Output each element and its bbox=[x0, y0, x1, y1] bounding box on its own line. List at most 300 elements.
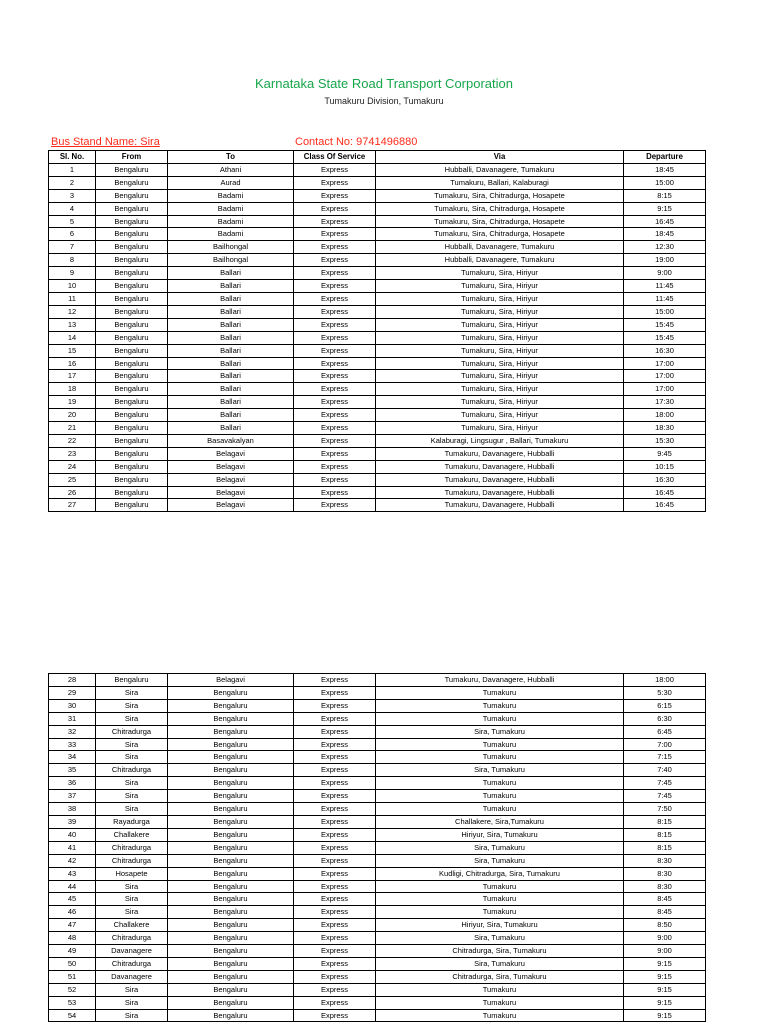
cell-departure: 15:45 bbox=[624, 318, 706, 331]
cell-to: Bengaluru bbox=[168, 919, 294, 932]
cell-to: Bengaluru bbox=[168, 841, 294, 854]
cell-class: Express bbox=[294, 738, 376, 751]
cell-from: Bengaluru bbox=[96, 305, 168, 318]
cell-departure: 6:45 bbox=[624, 725, 706, 738]
cell-via: Tumakuru, Sira, Hiriyur bbox=[376, 344, 624, 357]
table-row bbox=[49, 945, 706, 958]
table-row bbox=[49, 176, 706, 189]
cell-to: Bengaluru bbox=[168, 893, 294, 906]
cell-sl-no: 29 bbox=[49, 686, 96, 699]
cell-to: Ballari bbox=[168, 422, 294, 435]
cell-via: Kalaburagi, Lingsugur , Ballari, Tumakuru bbox=[376, 434, 624, 447]
cell-sl-no: 50 bbox=[49, 957, 96, 970]
cell-from: Chitradurga bbox=[96, 841, 168, 854]
cell-from: Bengaluru bbox=[96, 409, 168, 422]
cell-to: Bengaluru bbox=[168, 1009, 294, 1022]
cell-sl-no: 31 bbox=[49, 712, 96, 725]
cell-from: Chitradurga bbox=[96, 764, 168, 777]
cell-class: Express bbox=[294, 828, 376, 841]
cell-via: Sira, Tumakuru bbox=[376, 725, 624, 738]
cell-to: Belagavi bbox=[168, 486, 294, 499]
schedule-table-1 bbox=[48, 150, 706, 512]
cell-to: Bengaluru bbox=[168, 932, 294, 945]
cell-class: Express bbox=[294, 370, 376, 383]
cell-sl-no: 14 bbox=[49, 331, 96, 344]
cell-departure: 9:00 bbox=[624, 932, 706, 945]
cell-from: Bengaluru bbox=[96, 176, 168, 189]
cell-class: Express bbox=[294, 228, 376, 241]
cell-sl-no: 5 bbox=[49, 215, 96, 228]
cell-sl-no: 52 bbox=[49, 983, 96, 996]
cell-departure: 9:15 bbox=[624, 202, 706, 215]
cell-class: Express bbox=[294, 880, 376, 893]
table-row bbox=[49, 396, 706, 409]
cell-departure: 8:50 bbox=[624, 919, 706, 932]
cell-departure: 9:00 bbox=[624, 267, 706, 280]
cell-via: Sira, Tumakuru bbox=[376, 932, 624, 945]
table-row bbox=[49, 202, 706, 215]
cell-class: Express bbox=[294, 280, 376, 293]
cell-to: Belagavi bbox=[168, 674, 294, 687]
cell-sl-no: 8 bbox=[49, 254, 96, 267]
cell-from: Sira bbox=[96, 790, 168, 803]
col-header-departure: Departure bbox=[624, 151, 706, 164]
cell-to: Badami bbox=[168, 215, 294, 228]
cell-class: Express bbox=[294, 189, 376, 202]
cell-to: Ballari bbox=[168, 396, 294, 409]
cell-from: Sira bbox=[96, 712, 168, 725]
cell-class: Express bbox=[294, 434, 376, 447]
cell-class: Express bbox=[294, 854, 376, 867]
cell-departure: 9:15 bbox=[624, 996, 706, 1009]
cell-via: Tumakuru, Sira, Hiriyur bbox=[376, 318, 624, 331]
cell-to: Bengaluru bbox=[168, 945, 294, 958]
cell-from: Bengaluru bbox=[96, 460, 168, 473]
cell-from: Bengaluru bbox=[96, 357, 168, 370]
cell-sl-no: 36 bbox=[49, 777, 96, 790]
cell-sl-no: 25 bbox=[49, 473, 96, 486]
cell-to: Bengaluru bbox=[168, 712, 294, 725]
cell-from: Sira bbox=[96, 803, 168, 816]
cell-sl-no: 12 bbox=[49, 305, 96, 318]
cell-to: Bengaluru bbox=[168, 880, 294, 893]
cell-via: Tumakuru, Sira, Chitradurga, Hosapete bbox=[376, 215, 624, 228]
table-row bbox=[49, 383, 706, 396]
cell-from: Davanagere bbox=[96, 970, 168, 983]
cell-to: Badami bbox=[168, 202, 294, 215]
cell-departure: 16:30 bbox=[624, 473, 706, 486]
cell-departure: 16:45 bbox=[624, 215, 706, 228]
cell-class: Express bbox=[294, 803, 376, 816]
cell-class: Express bbox=[294, 305, 376, 318]
cell-class: Express bbox=[294, 163, 376, 176]
cell-to: Ballari bbox=[168, 370, 294, 383]
cell-departure: 9:15 bbox=[624, 983, 706, 996]
cell-from: Bengaluru bbox=[96, 241, 168, 254]
cell-sl-no: 43 bbox=[49, 867, 96, 880]
cell-from: Hosapete bbox=[96, 867, 168, 880]
col-header-via: Via bbox=[376, 151, 624, 164]
table-row bbox=[49, 280, 706, 293]
cell-class: Express bbox=[294, 699, 376, 712]
cell-via: Tumakuru, Sira, Hiriyur bbox=[376, 267, 624, 280]
cell-sl-no: 40 bbox=[49, 828, 96, 841]
cell-class: Express bbox=[294, 447, 376, 460]
cell-from: Bengaluru bbox=[96, 473, 168, 486]
cell-via: Tumakuru bbox=[376, 803, 624, 816]
cell-via: Tumakuru bbox=[376, 790, 624, 803]
cell-sl-no: 19 bbox=[49, 396, 96, 409]
cell-via: Tumakuru bbox=[376, 880, 624, 893]
table-row bbox=[49, 473, 706, 486]
cell-via: Tumakuru, Ballari, Kalaburagi bbox=[376, 176, 624, 189]
table-row bbox=[49, 422, 706, 435]
cell-via: Tumakuru bbox=[376, 751, 624, 764]
cell-to: Bengaluru bbox=[168, 996, 294, 1009]
cell-class: Express bbox=[294, 292, 376, 305]
cell-to: Badami bbox=[168, 189, 294, 202]
cell-departure: 18:30 bbox=[624, 422, 706, 435]
cell-departure: 7:45 bbox=[624, 790, 706, 803]
cell-sl-no: 24 bbox=[49, 460, 96, 473]
cell-departure: 9:15 bbox=[624, 957, 706, 970]
table-row bbox=[49, 486, 706, 499]
cell-class: Express bbox=[294, 1009, 376, 1022]
cell-sl-no: 48 bbox=[49, 932, 96, 945]
cell-via: Tumakuru, Sira, Hiriyur bbox=[376, 370, 624, 383]
division-subtitle: Tumakuru Division, Tumakuru bbox=[324, 96, 444, 106]
cell-from: Bengaluru bbox=[96, 267, 168, 280]
table-row bbox=[49, 854, 706, 867]
cell-to: Ballari bbox=[168, 331, 294, 344]
cell-departure: 12:30 bbox=[624, 241, 706, 254]
cell-from: Bengaluru bbox=[96, 189, 168, 202]
cell-class: Express bbox=[294, 331, 376, 344]
cell-class: Express bbox=[294, 957, 376, 970]
cell-from: Challakere bbox=[96, 919, 168, 932]
cell-sl-no: 6 bbox=[49, 228, 96, 241]
cell-sl-no: 47 bbox=[49, 919, 96, 932]
cell-class: Express bbox=[294, 460, 376, 473]
table-row bbox=[49, 447, 706, 460]
cell-class: Express bbox=[294, 344, 376, 357]
table-row bbox=[49, 919, 706, 932]
table-row bbox=[49, 434, 706, 447]
cell-via: Tumakuru bbox=[376, 893, 624, 906]
cell-class: Express bbox=[294, 686, 376, 699]
cell-via: Tumakuru, Davanagere, Hubballi bbox=[376, 460, 624, 473]
cell-class: Express bbox=[294, 383, 376, 396]
cell-to: Ballari bbox=[168, 344, 294, 357]
cell-from: Bengaluru bbox=[96, 215, 168, 228]
cell-to: Ballari bbox=[168, 383, 294, 396]
col-header-to: To bbox=[168, 151, 294, 164]
cell-class: Express bbox=[294, 202, 376, 215]
contact-number: Contact No: 9741496880 bbox=[295, 136, 418, 148]
cell-departure: 7:40 bbox=[624, 764, 706, 777]
cell-departure: 16:30 bbox=[624, 344, 706, 357]
table-row bbox=[49, 460, 706, 473]
cell-departure: 11:45 bbox=[624, 292, 706, 305]
table-row bbox=[49, 357, 706, 370]
cell-to: Ballari bbox=[168, 318, 294, 331]
table-row bbox=[49, 228, 706, 241]
cell-to: Bengaluru bbox=[168, 983, 294, 996]
cell-via: Hubballi, Davanagere, Tumakuru bbox=[376, 163, 624, 176]
cell-class: Express bbox=[294, 932, 376, 945]
cell-class: Express bbox=[294, 777, 376, 790]
cell-sl-no: 46 bbox=[49, 906, 96, 919]
cell-departure: 6:15 bbox=[624, 699, 706, 712]
cell-to: Bengaluru bbox=[168, 815, 294, 828]
cell-from: Bengaluru bbox=[96, 434, 168, 447]
cell-sl-no: 4 bbox=[49, 202, 96, 215]
cell-class: Express bbox=[294, 499, 376, 512]
table-row bbox=[49, 738, 706, 751]
cell-sl-no: 45 bbox=[49, 893, 96, 906]
cell-to: Athani bbox=[168, 163, 294, 176]
cell-from: Bengaluru bbox=[96, 318, 168, 331]
table-row bbox=[49, 906, 706, 919]
cell-sl-no: 34 bbox=[49, 751, 96, 764]
table-row bbox=[49, 777, 706, 790]
cell-to: Bengaluru bbox=[168, 699, 294, 712]
cell-sl-no: 32 bbox=[49, 725, 96, 738]
col-header-class: Class Of Service bbox=[294, 151, 376, 164]
cell-from: Chitradurga bbox=[96, 957, 168, 970]
cell-via: Tumakuru bbox=[376, 712, 624, 725]
cell-via: Sira, Tumakuru bbox=[376, 841, 624, 854]
cell-to: Ballari bbox=[168, 267, 294, 280]
table-row bbox=[49, 370, 706, 383]
cell-to: Belagavi bbox=[168, 460, 294, 473]
table-row bbox=[49, 292, 706, 305]
table-row bbox=[49, 841, 706, 854]
cell-departure: 15:00 bbox=[624, 305, 706, 318]
cell-sl-no: 10 bbox=[49, 280, 96, 293]
cell-from: Sira bbox=[96, 880, 168, 893]
table-row bbox=[49, 751, 706, 764]
cell-sl-no: 2 bbox=[49, 176, 96, 189]
cell-via: Challakere, Sira,Tumakuru bbox=[376, 815, 624, 828]
cell-departure: 9:15 bbox=[624, 970, 706, 983]
cell-to: Bengaluru bbox=[168, 803, 294, 816]
cell-departure: 15:30 bbox=[624, 434, 706, 447]
cell-via: Sira, Tumakuru bbox=[376, 854, 624, 867]
cell-class: Express bbox=[294, 712, 376, 725]
cell-to: Bailhongal bbox=[168, 241, 294, 254]
cell-from: Bengaluru bbox=[96, 370, 168, 383]
cell-class: Express bbox=[294, 906, 376, 919]
cell-sl-no: 23 bbox=[49, 447, 96, 460]
cell-via: Tumakuru, Sira, Hiriyur bbox=[376, 409, 624, 422]
cell-from: Chitradurga bbox=[96, 854, 168, 867]
cell-departure: 7:15 bbox=[624, 751, 706, 764]
cell-via: Chitradurga, Sira, Tumakuru bbox=[376, 945, 624, 958]
cell-from: Davanagere bbox=[96, 945, 168, 958]
cell-departure: 9:45 bbox=[624, 447, 706, 460]
table-row bbox=[49, 996, 706, 1009]
cell-via: Tumakuru, Sira, Hiriyur bbox=[376, 280, 624, 293]
cell-from: Bengaluru bbox=[96, 292, 168, 305]
cell-class: Express bbox=[294, 983, 376, 996]
cell-departure: 7:50 bbox=[624, 803, 706, 816]
cell-class: Express bbox=[294, 241, 376, 254]
cell-class: Express bbox=[294, 422, 376, 435]
table-row bbox=[49, 893, 706, 906]
cell-via: Tumakuru, Sira, Hiriyur bbox=[376, 422, 624, 435]
table-row bbox=[49, 241, 706, 254]
cell-from: Bengaluru bbox=[96, 422, 168, 435]
table-row bbox=[49, 254, 706, 267]
cell-to: Bengaluru bbox=[168, 970, 294, 983]
cell-sl-no: 11 bbox=[49, 292, 96, 305]
cell-departure: 8:45 bbox=[624, 906, 706, 919]
cell-via: Tumakuru, Sira, Hiriyur bbox=[376, 305, 624, 318]
cell-to: Bengaluru bbox=[168, 777, 294, 790]
cell-from: Bengaluru bbox=[96, 163, 168, 176]
cell-via: Tumakuru, Sira, Hiriyur bbox=[376, 357, 624, 370]
cell-via: Tumakuru, Davanagere, Hubballi bbox=[376, 473, 624, 486]
cell-sl-no: 49 bbox=[49, 945, 96, 958]
cell-sl-no: 28 bbox=[49, 674, 96, 687]
cell-from: Sira bbox=[96, 906, 168, 919]
cell-departure: 9:15 bbox=[624, 1009, 706, 1022]
cell-to: Bengaluru bbox=[168, 738, 294, 751]
cell-via: Hubballi, Davanagere, Tumakuru bbox=[376, 241, 624, 254]
cell-via: Tumakuru bbox=[376, 906, 624, 919]
cell-departure: 8:15 bbox=[624, 841, 706, 854]
cell-via: Tumakuru, Sira, Hiriyur bbox=[376, 383, 624, 396]
cell-class: Express bbox=[294, 764, 376, 777]
cell-via: Tumakuru, Sira, Hiriyur bbox=[376, 396, 624, 409]
cell-departure: 8:30 bbox=[624, 854, 706, 867]
cell-to: Ballari bbox=[168, 292, 294, 305]
cell-from: Sira bbox=[96, 1009, 168, 1022]
cell-to: Basavakalyan bbox=[168, 434, 294, 447]
cell-class: Express bbox=[294, 473, 376, 486]
cell-class: Express bbox=[294, 674, 376, 687]
table-row bbox=[49, 828, 706, 841]
cell-via: Tumakuru bbox=[376, 686, 624, 699]
cell-to: Aurad bbox=[168, 176, 294, 189]
cell-via: Tumakuru bbox=[376, 738, 624, 751]
table-row bbox=[49, 932, 706, 945]
cell-sl-no: 9 bbox=[49, 267, 96, 280]
cell-via: Tumakuru, Davanagere, Hubballi bbox=[376, 447, 624, 460]
cell-from: Sira bbox=[96, 751, 168, 764]
cell-sl-no: 21 bbox=[49, 422, 96, 435]
cell-to: Bengaluru bbox=[168, 686, 294, 699]
cell-departure: 19:00 bbox=[624, 254, 706, 267]
cell-departure: 8:45 bbox=[624, 893, 706, 906]
cell-from: Bengaluru bbox=[96, 202, 168, 215]
cell-class: Express bbox=[294, 815, 376, 828]
cell-via: Hiriyur, Sira, Tumakuru bbox=[376, 919, 624, 932]
cell-departure: 15:00 bbox=[624, 176, 706, 189]
cell-via: Tumakuru, Sira, Chitradurga, Hosapete bbox=[376, 228, 624, 241]
table-row bbox=[49, 267, 706, 280]
cell-via: Tumakuru bbox=[376, 983, 624, 996]
cell-departure: 17:30 bbox=[624, 396, 706, 409]
cell-departure: 18:45 bbox=[624, 228, 706, 241]
cell-via: Chitradurga, Sira, Tumakuru bbox=[376, 970, 624, 983]
cell-from: Sira bbox=[96, 777, 168, 790]
cell-to: Badami bbox=[168, 228, 294, 241]
cell-from: Bengaluru bbox=[96, 331, 168, 344]
cell-sl-no: 51 bbox=[49, 970, 96, 983]
cell-class: Express bbox=[294, 215, 376, 228]
cell-class: Express bbox=[294, 996, 376, 1009]
cell-via: Hiriyur, Sira, Tumakuru bbox=[376, 828, 624, 841]
cell-departure: 8:15 bbox=[624, 189, 706, 202]
cell-via: Tumakuru, Sira, Hiriyur bbox=[376, 331, 624, 344]
table-row bbox=[49, 331, 706, 344]
table-row bbox=[49, 867, 706, 880]
cell-departure: 17:00 bbox=[624, 370, 706, 383]
cell-departure: 8:15 bbox=[624, 815, 706, 828]
cell-departure: 16:45 bbox=[624, 499, 706, 512]
cell-to: Bengaluru bbox=[168, 957, 294, 970]
cell-class: Express bbox=[294, 486, 376, 499]
cell-via: Hubballi, Davanagere, Tumakuru bbox=[376, 254, 624, 267]
cell-departure: 18:00 bbox=[624, 409, 706, 422]
table-row bbox=[49, 712, 706, 725]
col-header-sl-no: Sl. No. bbox=[49, 151, 96, 164]
cell-from: Bengaluru bbox=[96, 228, 168, 241]
cell-to: Belagavi bbox=[168, 499, 294, 512]
cell-via: Tumakuru bbox=[376, 1009, 624, 1022]
cell-sl-no: 20 bbox=[49, 409, 96, 422]
cell-class: Express bbox=[294, 409, 376, 422]
cell-class: Express bbox=[294, 751, 376, 764]
table-row bbox=[49, 957, 706, 970]
cell-sl-no: 37 bbox=[49, 790, 96, 803]
cell-via: Tumakuru bbox=[376, 699, 624, 712]
cell-via: Tumakuru bbox=[376, 777, 624, 790]
table-row bbox=[49, 699, 706, 712]
table-row bbox=[49, 790, 706, 803]
cell-via: Sira, Tumakuru bbox=[376, 764, 624, 777]
table-row bbox=[49, 983, 706, 996]
table-row bbox=[49, 499, 706, 512]
cell-to: Bengaluru bbox=[168, 867, 294, 880]
cell-to: Bengaluru bbox=[168, 906, 294, 919]
cell-departure: 9:00 bbox=[624, 945, 706, 958]
cell-to: Bengaluru bbox=[168, 751, 294, 764]
table-row bbox=[49, 318, 706, 331]
cell-to: Bengaluru bbox=[168, 790, 294, 803]
cell-via: Tumakuru, Sira, Hiriyur bbox=[376, 292, 624, 305]
cell-class: Express bbox=[294, 790, 376, 803]
cell-class: Express bbox=[294, 725, 376, 738]
cell-departure: 6:30 bbox=[624, 712, 706, 725]
cell-to: Bailhongal bbox=[168, 254, 294, 267]
cell-to: Belagavi bbox=[168, 473, 294, 486]
cell-class: Express bbox=[294, 841, 376, 854]
cell-departure: 18:00 bbox=[624, 674, 706, 687]
cell-sl-no: 44 bbox=[49, 880, 96, 893]
cell-from: Sira bbox=[96, 686, 168, 699]
table-row bbox=[49, 725, 706, 738]
table-row bbox=[49, 215, 706, 228]
cell-from: Bengaluru bbox=[96, 674, 168, 687]
cell-to: Ballari bbox=[168, 409, 294, 422]
cell-class: Express bbox=[294, 945, 376, 958]
cell-sl-no: 18 bbox=[49, 383, 96, 396]
cell-from: Bengaluru bbox=[96, 280, 168, 293]
table-row bbox=[49, 764, 706, 777]
